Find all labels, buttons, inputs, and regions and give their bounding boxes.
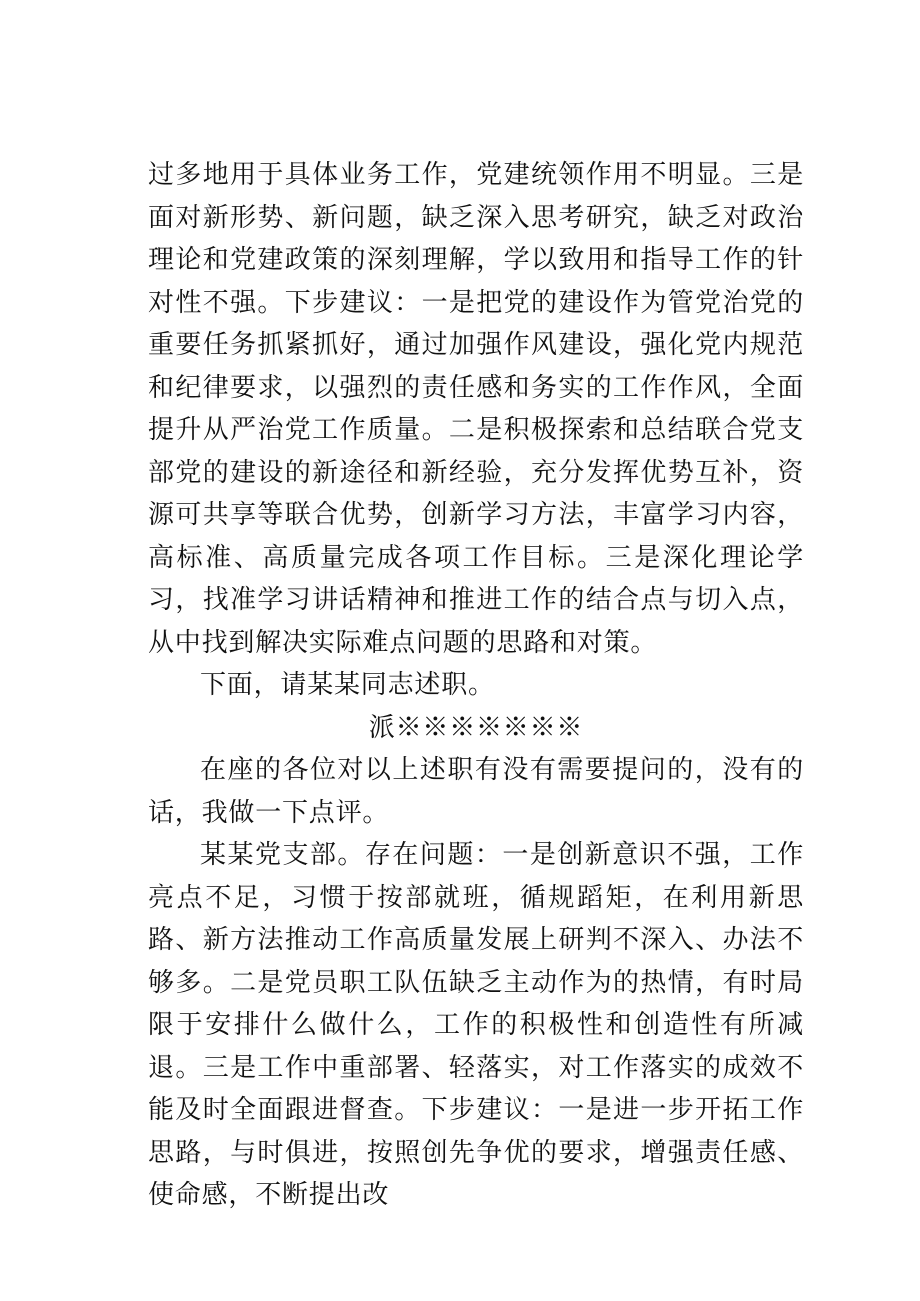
paragraph-questions: 在座的各位对以上述职有没有需要提问的，没有的话，我做一下点评。	[148, 755, 804, 828]
paragraph-branch-review: 某某党支部。存在问题：一是创新意识不强，工作亮点不足，习惯于按部就班，循规蹈矩，在利用新思路、新方法推动工作高质量发展上研判不深入、办法不够多。二是党员职工队伍缺乏主动作为的热情，有时局限于安排什么做什么，工作的积极性和创造性有所减退。三是工作中重部署、轻落实，对工作落实的成效不能及时全面跟进督查。下步建议：一是进一步开拓工作思路，与时俱进，按照创先争优的要求，增强责任感、使命感，不断提出改	[148, 840, 804, 1210]
paragraph-continuation: 过多地用于具体业务工作，党建统领作用不明显。三是面对新形势、新问题，缺乏深入思考研究，缺乏对政治理论和党建政策的深刻理解，学以致用和指导工作的针对性不强。下步建议：一是把党的建设作为管党治党的重要任务抓紧抓好，通过加强作风建设，强化党内规范和纪律要求，以强烈的责任感和务实的工作作风，全面提升从严治党工作质量。二是积极探索和总结联合党支部党的建设的新途径和新经验，充分发挥优势互补，资源可共享等联合优势，创新学习方法，丰富学习内容，高标准、高质量完成各项工作目标。三是深化理论学习，找准学习讲话精神和推进工作的结合点与切入点，从中找到解决实际难点问题的思路和对策。	[148, 160, 804, 658]
paragraph-placeholder-name: 派※※※※※※※	[368, 712, 584, 743]
document-body	[148, 154, 804, 1217]
paragraph-invite-report: 下面，请某某同志述职。	[200, 670, 495, 700]
